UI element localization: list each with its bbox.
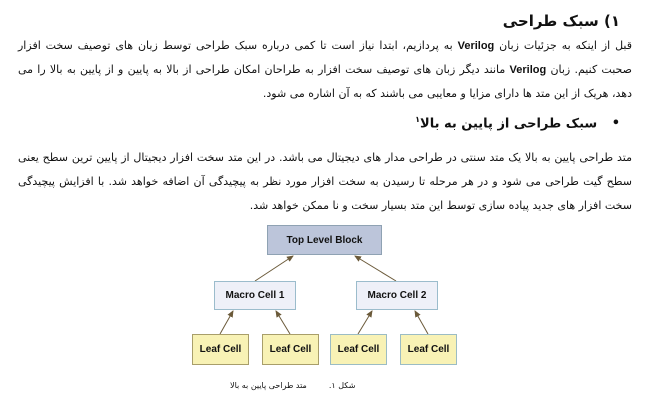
body-paragraph [18,146,632,218]
verilog-term: Verilog [457,40,495,52]
subsection-title: سبک طراحی از پایین به بالا [420,116,598,132]
figure-caption [230,381,380,390]
footnote-marker[interactable]: ۱ [415,115,421,124]
figure-caption-text: متد طراحی پایین به بالا [230,381,307,390]
section-title: سبک طراحی [502,12,599,30]
intro-text-2: به پردازیم، ابتدا نیاز است تا کمی درباره سبک طراحی توسط زبان های توصیف سخت افزار صحبت کنیم. زبان [18,39,632,76]
intro-text-1: قبل از اینکه به جزئیات زبان [494,39,633,52]
leaf-cell-2: Leaf Cell [262,334,319,365]
top-level-block: Top Level Block [267,225,382,255]
bullet-icon: • [611,116,620,132]
leaf-cell-4: Leaf Cell [400,334,457,365]
verilog-term: Verilog [509,64,547,76]
body-text: متد طراحی پایین به بالا یک متد سنتی در طراحی مدار های دیجیتال می باشد. در این متد سخت افزار دیجیتال از پایین ترین سطح یعنی سطح گیت طراحی می شود و در هر مرحله تا رسیدن به سخت افزار مورد نظر به پیچیدگی آن اضافه خواهد شد. با افزایش پیچیدگی سخت افزار های جدید پیاده سازی توسط این متد بسیار سخت و نا ممکن خواهد شد. [18,151,632,212]
macro-cell-2: Macro Cell 2 [356,281,438,310]
macro-cell-1: Macro Cell 1 [214,281,296,310]
section-number: ۱) [603,12,620,30]
subsection-heading [415,115,620,131]
leaf-cell-1: Leaf Cell [192,334,249,365]
intro-paragraph [18,34,632,106]
leaf-cell-3: Leaf Cell [330,334,387,365]
intro-text-3: مانند دیگر زبان های توصیف سخت افزار به طراحان امکان طراحی از بالا به پایین و از پایین به بالا را می دهد، هریک از این متد ها دارای مزایا و معایبی می باشند که به آن اشاره می شود. [18,63,632,100]
figure-label: شکل ۱. [328,381,356,390]
section-heading [503,12,620,30]
